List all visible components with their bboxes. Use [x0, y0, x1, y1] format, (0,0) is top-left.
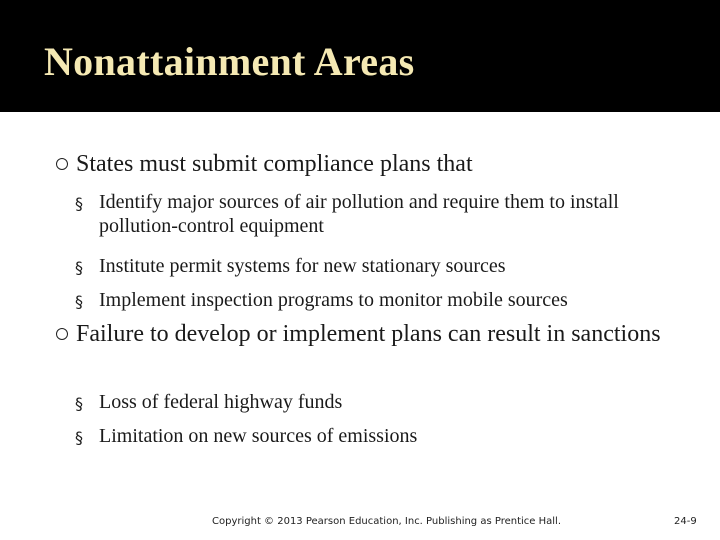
- bullet-text: Failure to develop or implement plans can result in sanctions: [76, 321, 661, 347]
- square-bullet-icon: §: [75, 394, 83, 413]
- sub-bullet-text: Loss of federal highway funds: [99, 391, 343, 413]
- circle-bullet-icon: [56, 328, 68, 340]
- square-bullet-icon: §: [75, 194, 83, 213]
- bullet-text: States must submit compliance plans that: [76, 151, 473, 177]
- square-bullet-icon: §: [75, 292, 83, 311]
- circle-bullet-icon: [56, 158, 68, 170]
- bullet-item: [76, 319, 666, 349]
- sub-bullet-text: Implement inspection programs to monitor mobile sources: [99, 289, 568, 311]
- square-bullet-icon: §: [75, 428, 83, 447]
- sub-bullet-item: [75, 190, 679, 238]
- square-bullet-icon: §: [75, 258, 83, 277]
- sub-bullet-item: [75, 288, 699, 312]
- copyright-footer: Copyright © 2013 Pearson Education, Inc. Publishing as Prentice Hall.: [212, 516, 561, 527]
- slide-title: Nonattainment Areas: [44, 39, 415, 84]
- sub-bullet-text: Limitation on new sources of emissions: [99, 425, 418, 447]
- sub-bullet-item: [75, 424, 679, 448]
- page-number: 24-9: [674, 516, 697, 527]
- sub-bullet-item: [75, 254, 679, 278]
- sub-bullet-item: [75, 390, 679, 414]
- sub-bullet-text: Identify major sources of air pollution and require them to install pollution-control equipment: [99, 191, 619, 237]
- sub-bullet-text: Institute permit systems for new stationary sources: [99, 255, 506, 277]
- bullet-item: [76, 149, 696, 179]
